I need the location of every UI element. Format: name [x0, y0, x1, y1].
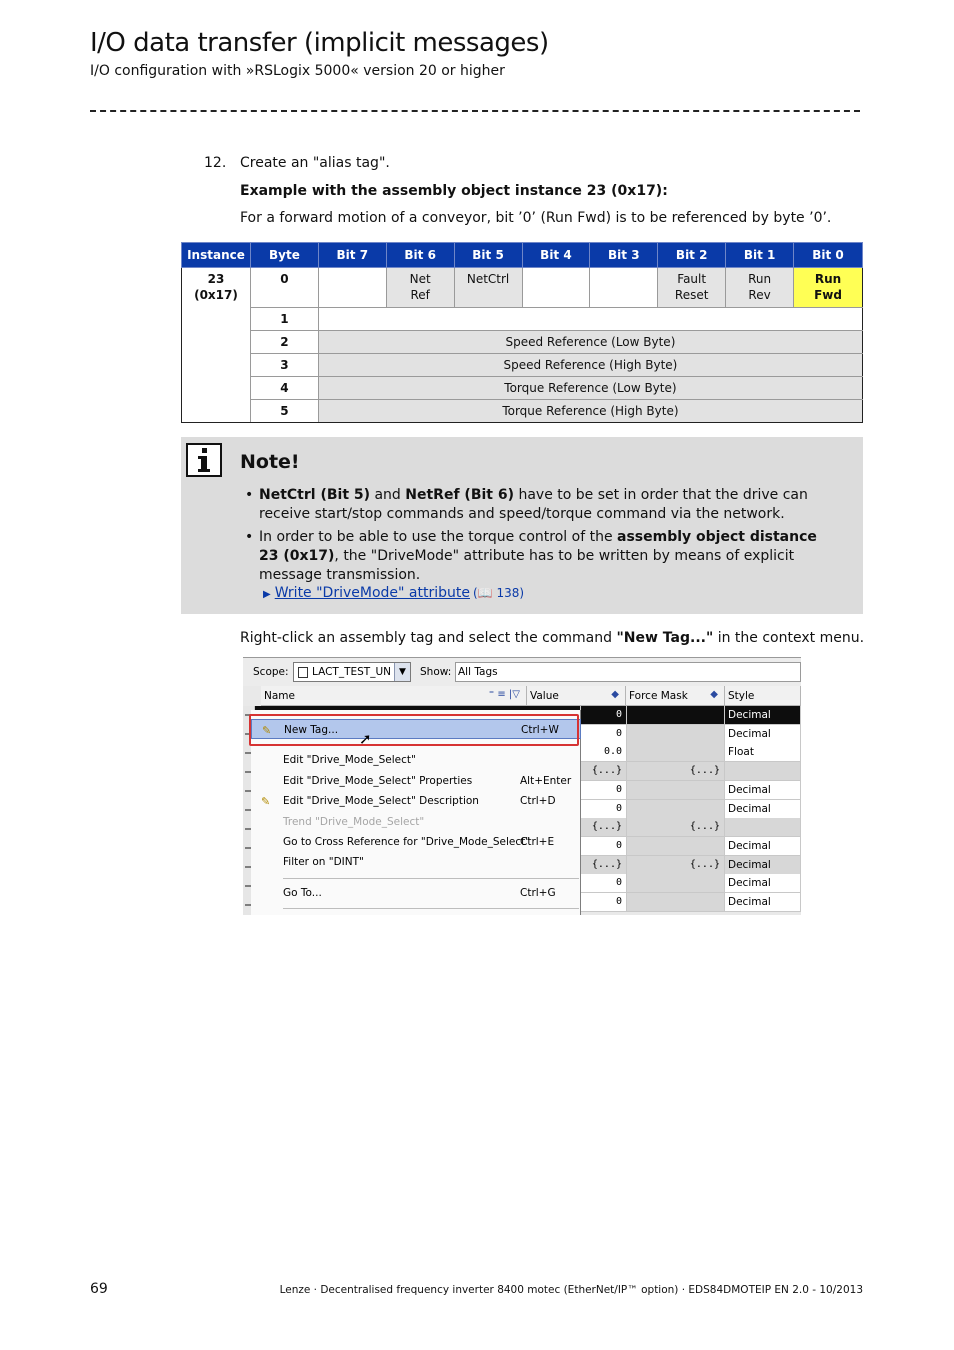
tag-style-cell[interactable]	[725, 818, 801, 837]
bit1-cell: Run Rev	[726, 268, 794, 308]
list-item: • In order to be able to use the torque control of the assembly object distance 23 (0x17), the "DriveMode" attribute has to be written by means of explicit message transmission.	[245, 528, 835, 585]
header-bit2: Bit 2	[658, 243, 726, 268]
tag-style-cell[interactable]: Float	[725, 743, 801, 762]
tag-force-mask-cell[interactable]	[627, 725, 725, 744]
table-header-row	[182, 243, 863, 268]
byte-description: Torque Reference (High Byte)	[318, 400, 862, 423]
instruction-text: Right-click an assembly tag and select the command "New Tag..." in the context menu.	[240, 630, 865, 646]
show-label: Show:	[420, 666, 452, 678]
tag-force-mask-cell[interactable]	[627, 743, 725, 762]
byte-cell: 5	[250, 400, 318, 423]
tag-force-mask-cell[interactable]	[627, 800, 725, 819]
tag-force-mask-cell[interactable]	[627, 874, 725, 893]
byte-description: Torque Reference (Low Byte)	[318, 377, 862, 400]
write-drivemode-link[interactable]: Write "DriveMode" attribute	[274, 585, 470, 601]
column-header-name[interactable]: Name ⁼ ≡ |▽	[261, 686, 527, 706]
tag-value-cell[interactable]: {...}	[581, 818, 627, 837]
header-bit3: Bit 3	[590, 243, 658, 268]
tag-style-cell[interactable]: Decimal	[725, 893, 801, 912]
tag-value-cell[interactable]: 0	[581, 837, 627, 856]
column-header-force-mask[interactable]: Force Mask ◆	[626, 686, 725, 706]
tag-value-cell[interactable]: 0	[581, 800, 627, 819]
step-12	[204, 155, 390, 171]
highlight-frame	[249, 714, 579, 746]
note-title: Note!	[240, 451, 300, 473]
sort-filter-icon[interactable]: ⁼ ≡ |▽	[488, 689, 520, 700]
scope-label: Scope:	[253, 666, 289, 678]
menu-item-edit-description[interactable]: ✎ Edit "Drive_Mode_Select" Description Ctrl+D	[261, 795, 556, 808]
header-bit4: Bit 4	[522, 243, 590, 268]
byte-cell: 3	[250, 354, 318, 377]
table-row	[182, 377, 863, 400]
note-bullet-list	[245, 486, 835, 589]
table-row	[182, 331, 863, 354]
header-instance: Instance	[182, 243, 251, 268]
tag-style-cell[interactable]: Decimal	[725, 800, 801, 819]
cross-reference	[263, 585, 524, 601]
table-row	[182, 308, 863, 331]
scope-dropdown[interactable]: LACT_TEST_UN ▼	[293, 662, 411, 682]
header-bit1: Bit 1	[726, 243, 794, 268]
byte-cell: 2	[250, 331, 318, 354]
table-row	[182, 400, 863, 423]
tag-value-cell[interactable]: {...}	[581, 762, 627, 781]
menu-item-filter[interactable]: Filter on "DINT"	[283, 856, 364, 868]
rslogix-tag-editor-screenshot	[243, 657, 801, 915]
menu-item-edit-properties[interactable]: Edit "Drive_Mode_Select" Properties Alt+Enter	[283, 775, 572, 787]
table-row	[182, 268, 863, 308]
tag-style-cell[interactable]	[725, 762, 801, 781]
info-icon	[186, 443, 222, 477]
byte-cell: 4	[250, 377, 318, 400]
byte-cell: 1	[250, 308, 318, 331]
menu-item-go-to[interactable]: Go To... Ctrl+G	[283, 887, 556, 899]
tag-force-mask-cell[interactable]	[627, 893, 725, 912]
tag-editor-toolbar	[243, 658, 801, 686]
bit7-cell	[318, 268, 386, 308]
header-divider	[90, 110, 860, 112]
header-byte: Byte	[250, 243, 318, 268]
example-text: For a forward motion of a conveyor, bit ’0’ (Run Fwd) is to be referenced by byte ’0’.	[240, 210, 832, 226]
show-filter-field[interactable]: All Tags	[455, 662, 801, 682]
bit5-cell: NetCtrl	[454, 268, 522, 308]
bit3-cell	[590, 268, 658, 308]
controller-icon	[298, 667, 308, 678]
new-tag-icon: ✎	[262, 724, 272, 737]
triangle-right-icon: ▶	[263, 589, 271, 600]
tag-style-cell[interactable]: Decimal	[725, 725, 801, 744]
column-header-value[interactable]: Value ◆	[527, 686, 626, 706]
bit4-cell	[522, 268, 590, 308]
arrow-left-icon[interactable]: ◆	[710, 689, 718, 700]
page-title: I/O data transfer (implicit messages)	[90, 28, 549, 58]
tag-style-cell[interactable]: Decimal	[725, 706, 801, 725]
example-heading: Example with the assembly object instance 23 (0x17):	[240, 183, 668, 199]
menu-item-trend[interactable]: Trend "Drive_Mode_Select"	[283, 816, 425, 828]
menu-separator	[283, 908, 579, 909]
tag-force-mask-cell[interactable]	[627, 706, 725, 725]
page-number: 69	[90, 1281, 108, 1297]
table-row	[182, 354, 863, 377]
tag-force-mask-cell[interactable]: {...}	[627, 856, 725, 875]
tag-style-cell[interactable]: Decimal	[725, 837, 801, 856]
bit0-cell-run-fwd: Run Fwd	[794, 268, 863, 308]
page-subtitle: I/O configuration with »RSLogix 5000« version 20 or higher	[90, 63, 505, 79]
tag-value-cell[interactable]: 0	[581, 706, 627, 725]
bit2-cell: Fault Reset	[658, 268, 726, 308]
book-icon: 📖	[477, 586, 493, 600]
assembly-object-table	[181, 242, 863, 423]
step-number: 12.	[204, 155, 227, 171]
bit6-cell: Net Ref	[386, 268, 454, 308]
column-header-style[interactable]: Style	[725, 686, 801, 706]
note-box	[181, 437, 863, 614]
tag-value-cell[interactable]: 0	[581, 874, 627, 893]
byte-cell: 0	[250, 268, 318, 308]
step-text: Create an "alias tag".	[240, 155, 390, 171]
tag-value-cell[interactable]: 0	[581, 893, 627, 912]
menu-separator	[283, 878, 579, 879]
mouse-cursor-icon: ➚	[359, 730, 372, 748]
tag-value-cell[interactable]: 0	[581, 725, 627, 744]
page-reference: (📖 138)	[472, 586, 525, 600]
menu-item-new-tag[interactable]: ✎ New Tag... Ctrl+W	[251, 719, 581, 739]
byte-description: Speed Reference (Low Byte)	[318, 331, 862, 354]
menu-item-cross-reference[interactable]: Go to Cross Reference for "Drive_Mode_Select" Ctrl+E	[283, 836, 555, 848]
tag-style-cell[interactable]: Decimal	[725, 874, 801, 893]
byte-description: Speed Reference (High Byte)	[318, 354, 862, 377]
chevron-down-icon[interactable]: ▼	[394, 663, 410, 681]
tag-force-mask-cell[interactable]	[627, 781, 725, 800]
menu-item-edit-tag[interactable]: Edit "Drive_Mode_Select"	[283, 754, 416, 766]
pencil-icon: ✎	[261, 795, 271, 808]
tag-value-cell[interactable]: 0	[581, 781, 627, 800]
header-bit6: Bit 6	[386, 243, 454, 268]
tag-style-cell[interactable]: Decimal	[725, 856, 801, 875]
header-bit7: Bit 7	[318, 243, 386, 268]
tag-value-cell[interactable]: {...}	[581, 856, 627, 875]
instance-cell: 23 (0x17)	[182, 268, 251, 423]
tag-force-mask-cell[interactable]: {...}	[627, 818, 725, 837]
tag-force-mask-cell[interactable]: {...}	[627, 762, 725, 781]
tag-style-cell[interactable]: Decimal	[725, 781, 801, 800]
tag-value-cell[interactable]: 0.0	[581, 743, 627, 762]
byte-description	[318, 308, 862, 331]
tag-force-mask-cell[interactable]	[627, 837, 725, 856]
arrow-left-icon[interactable]: ◆	[611, 689, 619, 700]
header-bit0: Bit 0	[794, 243, 863, 268]
footer-text: Lenze · Decentralised frequency inverter 8400 motec (EtherNet/IP™ option) · EDS84DMOTEIP EN 2.0 - 10/2013	[279, 1284, 863, 1296]
header-bit5: Bit 5	[454, 243, 522, 268]
list-item: • NetCtrl (Bit 5) and NetRef (Bit 6) have to be set in order that the drive can receive start/stop commands and speed/torque command via the network.	[245, 486, 835, 524]
